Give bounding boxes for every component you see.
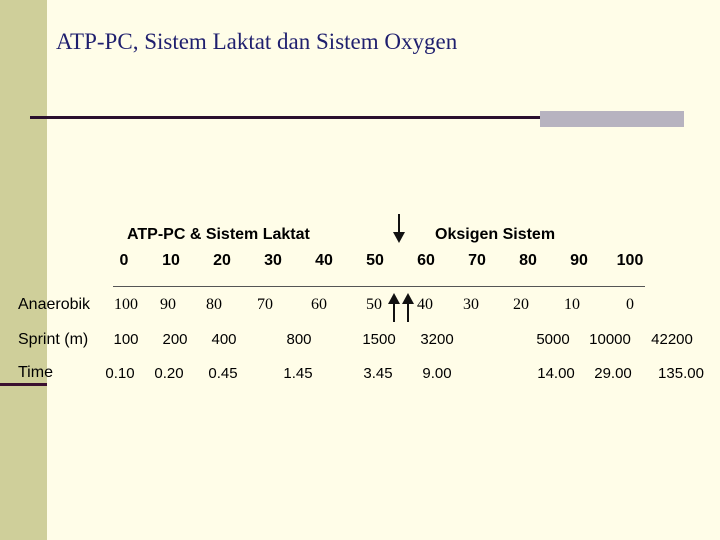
- anaerobik-value: 0: [626, 296, 634, 313]
- arrow-up-icon: [402, 293, 414, 322]
- sprint-value: 42200: [651, 331, 693, 348]
- scale-value: 60: [417, 252, 435, 269]
- anaerobik-value: 40: [417, 296, 433, 313]
- row-label-time: Time: [18, 364, 53, 381]
- scale-value: 0: [119, 252, 129, 269]
- scale-value: 50: [366, 252, 384, 269]
- scale-value: 70: [468, 252, 486, 269]
- time-value: 9.00: [422, 365, 452, 382]
- arrow-up-icon: [388, 293, 400, 322]
- time-value: 0.10: [105, 365, 135, 382]
- anaerobik-value: 70: [257, 296, 273, 313]
- slide-title: ATP-PC, Sistem Laktat dan Sistem Oxygen: [56, 29, 458, 54]
- anaerobik-value: 80: [206, 296, 222, 313]
- sprint-value: 800: [286, 331, 312, 348]
- scale-value: 30: [264, 252, 282, 269]
- header-oksigen-sistem: Oksigen Sistem: [435, 226, 556, 243]
- arrow-down-icon: [393, 214, 405, 243]
- anaerobik-value: 20: [513, 296, 529, 313]
- sprint-value: 200: [162, 331, 188, 348]
- scale-value: 80: [519, 252, 537, 269]
- scale-value: 20: [213, 252, 231, 269]
- row-label-sprint: Sprint (m): [18, 331, 89, 348]
- time-value: 0.45: [208, 365, 238, 382]
- anaerobik-value: 60: [311, 296, 327, 313]
- anaerobik-value: 100: [114, 296, 138, 313]
- scale-value: 10: [162, 252, 180, 269]
- time-value: 14.00: [537, 365, 575, 382]
- scale-value: 90: [570, 252, 588, 269]
- time-value: 0.20: [154, 365, 184, 382]
- header-atp-pc-laktat: ATP-PC & Sistem Laktat: [127, 226, 310, 243]
- sprint-value: 400: [211, 331, 237, 348]
- time-value: 3.45: [363, 365, 393, 382]
- anaerobik-value: 30: [463, 296, 479, 313]
- sprint-value: 3200: [420, 331, 454, 348]
- time-value: 135.00: [658, 365, 704, 382]
- scale-value: 40: [315, 252, 333, 269]
- scale-value: 100: [616, 252, 644, 269]
- time-value: 29.00: [594, 365, 632, 382]
- anaerobik-value: 10: [564, 296, 580, 313]
- sprint-value: 5000: [536, 331, 570, 348]
- row-label-anaerobik: Anaerobik: [18, 296, 91, 313]
- anaerobik-value: 50: [366, 296, 382, 313]
- sprint-value: 100: [113, 331, 139, 348]
- sprint-value: 10000: [589, 331, 631, 348]
- anaerobik-value: 90: [160, 296, 176, 313]
- time-value: 1.45: [283, 365, 313, 382]
- sprint-value: 1500: [362, 331, 396, 348]
